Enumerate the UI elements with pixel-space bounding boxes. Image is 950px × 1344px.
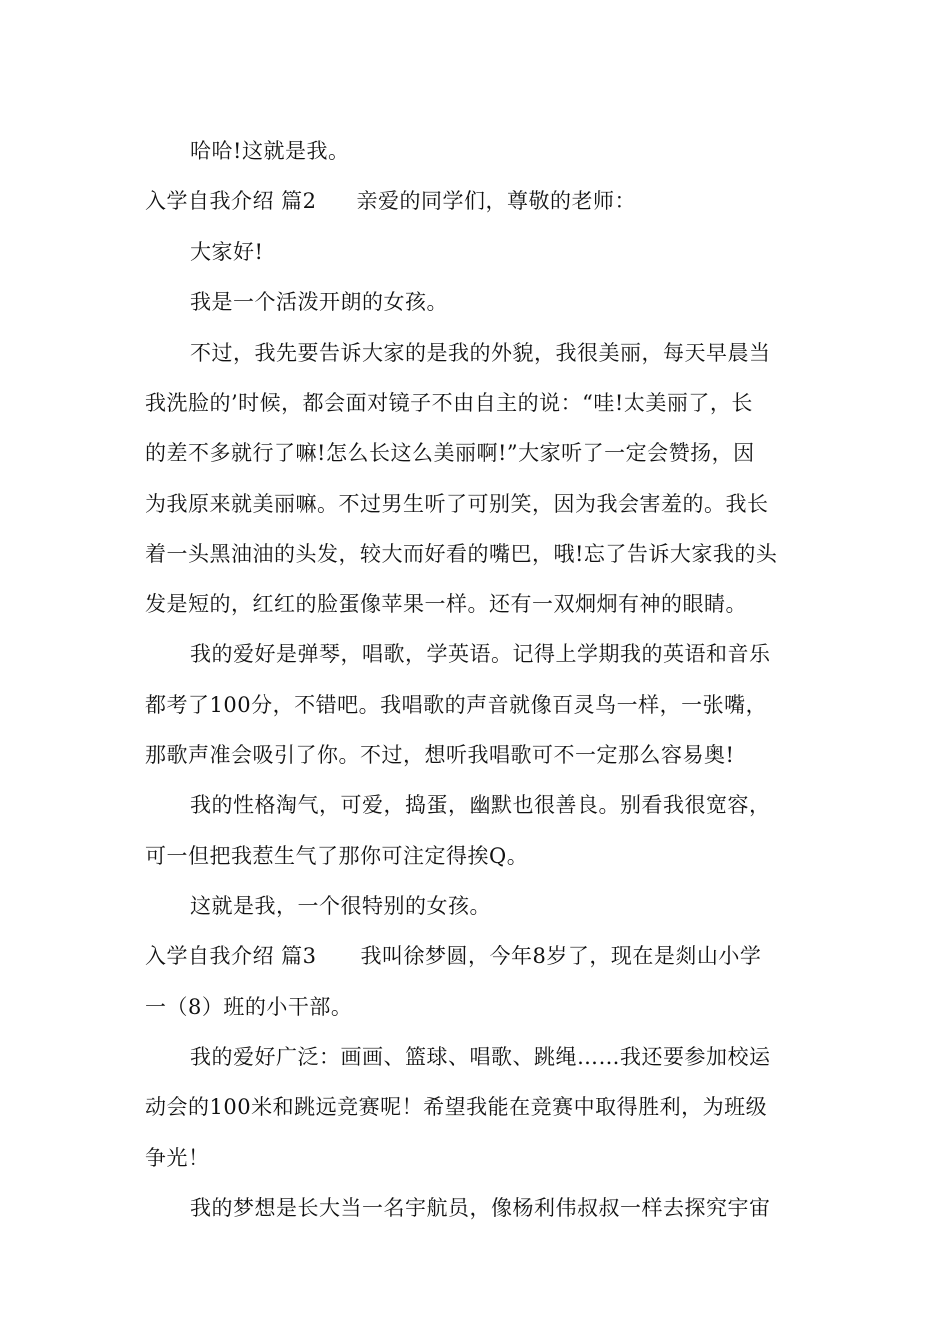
paragraph-line: 发是短的，红红的脸蛋像苹果一样。还有一双炯炯有神的眼睛。	[145, 592, 747, 616]
paragraph-line: 不过，我先要告诉大家的是我的外貌，我很美丽，每天早晨当	[190, 341, 771, 365]
paragraph-line: 动会的100米和跳远竞赛呢！希望我能在竞赛中取得胜利，为班级	[145, 1095, 768, 1119]
section-heading: 入学自我介绍 篇3	[145, 944, 317, 968]
paragraph-line: 那歌声准会吸引了你。不过，想听我唱歌可不一定那么容易奥!	[145, 743, 735, 767]
paragraph-line: 一（8）班的小干部。	[145, 995, 353, 1019]
section-heading-line	[145, 186, 636, 216]
paragraph-line: 的差不多就行了嘛!怎么长这么美丽啊!”大家听了一定会赞扬，因	[145, 441, 755, 465]
paragraph-line: 我叫徐梦圆，今年8岁了，现在是剡山小学	[360, 944, 762, 968]
section-heading-line	[145, 941, 761, 971]
paragraph-line: 大家好!	[190, 240, 264, 264]
paragraph-line: 我的爱好是弹琴，唱歌，学英语。记得上学期我的英语和音乐	[190, 642, 771, 666]
section-heading: 入学自我介绍 篇2	[145, 189, 317, 213]
paragraph-line: 我是一个活泼开朗的女孩。	[190, 290, 448, 314]
paragraph-line: 为我原来就美丽嘛。不过男生听了可别笑，因为我会害羞的。我长	[145, 492, 769, 516]
paragraph-line: 可一但把我惹生气了那你可注定得挨Q。	[145, 844, 529, 868]
paragraph-line: 哈哈!这就是我。	[190, 139, 350, 163]
paragraph-line: 我洗脸的’时候，都会面对镜子不由自主的说：“哇!太美丽了，长	[145, 391, 753, 415]
paragraph-line: 我的性格淘气，可爱，捣蛋，幽默也很善良。别看我很宽容，	[190, 793, 771, 817]
paragraph-line: 我的梦想是长大当一名宇航员，像杨利伟叔叔一样去探究宇宙	[190, 1196, 771, 1220]
paragraph-line: 这就是我，一个很特别的女孩。	[190, 894, 491, 918]
paragraph-line: 都考了100分，不错吧。我唱歌的声音就像百灵鸟一样，一张嘴，	[145, 693, 768, 717]
paragraph-line: 我的爱好广泛：画画、篮球、唱歌、跳绳……我还要参加校运	[190, 1045, 771, 1069]
paragraph-line: 亲爱的同学们，尊敬的老师：	[356, 189, 637, 213]
paragraph-line: 争光！	[145, 1146, 210, 1170]
paragraph-line: 着一头黑油油的头发，较大而好看的嘴巴，哦!忘了告诉大家我的头	[145, 542, 778, 566]
